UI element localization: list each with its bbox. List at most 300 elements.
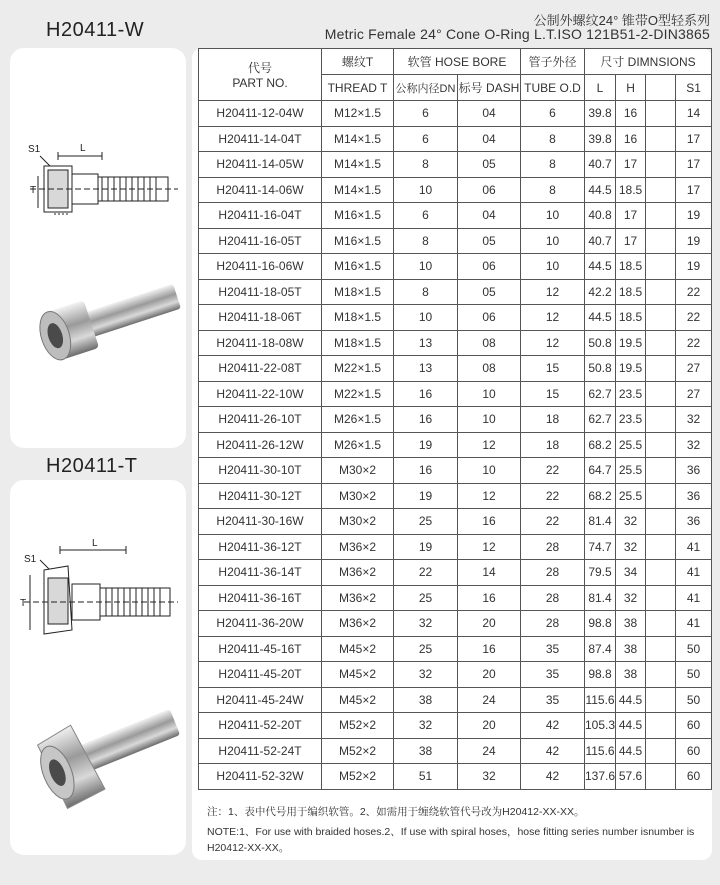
cell-od: 12 — [521, 330, 585, 356]
note-cn: 注：1、表中代号用于编织软管。2、如需用于缠绕软管代号改为H20412-XX-XX。 — [207, 806, 585, 818]
cell-od: 28 — [521, 585, 585, 611]
cell-h: 17 — [616, 228, 646, 254]
cell-thread: M18×1.5 — [322, 279, 394, 305]
cell-od: 8 — [521, 177, 585, 203]
cell-part: H20411-18-06T — [199, 305, 322, 331]
cell-h: 19.5 — [616, 330, 646, 356]
cell-od: 22 — [521, 458, 585, 484]
table-row — [199, 152, 712, 178]
cell-part: H20411-30-16W — [199, 509, 322, 535]
header-hose-bore: 软管 HOSE BORE — [394, 49, 521, 75]
cell-thread: M30×2 — [322, 458, 394, 484]
cell-od: 35 — [521, 636, 585, 662]
header-blank — [646, 75, 676, 101]
cell-s1: 50 — [676, 636, 712, 662]
cell-dash: 12 — [458, 432, 521, 458]
header-tube-cn: 管子外径 — [521, 49, 585, 75]
table-row — [199, 713, 712, 739]
cell-dn: 13 — [394, 330, 458, 356]
cell-od: 10 — [521, 254, 585, 280]
cell-part: H20411-26-12W — [199, 432, 322, 458]
note-en-line1: NOTE:1、For use with braided hoses.2、If use with spiral hoses，hose fitting series number isnumber is — [207, 826, 695, 838]
cell-part: H20411-45-20T — [199, 662, 322, 688]
cell-s1: 41 — [676, 560, 712, 586]
cell-l: 44.5 — [585, 254, 616, 280]
cell-part: H20411-36-20W — [199, 611, 322, 637]
table-row — [199, 203, 712, 229]
cell-dn: 32 — [394, 611, 458, 637]
cell-s1: 22 — [676, 279, 712, 305]
cell-blank — [646, 177, 676, 203]
cell-dn: 19 — [394, 483, 458, 509]
cell-blank — [646, 585, 676, 611]
cell-blank — [646, 432, 676, 458]
cell-thread: M26×1.5 — [322, 432, 394, 458]
cell-dash: 16 — [458, 509, 521, 535]
cell-dash: 10 — [458, 407, 521, 433]
note-en-line2: H20412-XX-XX。 — [207, 842, 290, 854]
cell-part: H20411-16-04T — [199, 203, 322, 229]
table-row — [199, 483, 712, 509]
cell-blank — [646, 152, 676, 178]
cell-dn: 22 — [394, 560, 458, 586]
cell-blank — [646, 764, 676, 790]
cell-l: 74.7 — [585, 534, 616, 560]
cell-blank — [646, 611, 676, 637]
fitting-w-drawing — [10, 48, 186, 448]
header-code-cn: 代号 — [247, 61, 272, 75]
cell-dn: 10 — [394, 254, 458, 280]
cell-dash: 10 — [458, 458, 521, 484]
header-tube-od: TUBE O.D — [521, 75, 585, 101]
cell-dn: 25 — [394, 585, 458, 611]
cell-s1: 32 — [676, 432, 712, 458]
table-row — [199, 177, 712, 203]
cell-blank — [646, 509, 676, 535]
cell-part: H20411-18-08W — [199, 330, 322, 356]
cell-part: H20411-14-04T — [199, 126, 322, 152]
table-row — [199, 126, 712, 152]
cell-thread: M52×2 — [322, 738, 394, 764]
header-part-no — [199, 49, 322, 101]
cell-thread: M36×2 — [322, 560, 394, 586]
table-row — [199, 662, 712, 688]
cell-od: 8 — [521, 126, 585, 152]
cell-dash: 05 — [458, 152, 521, 178]
cell-l: 68.2 — [585, 432, 616, 458]
cell-h: 44.5 — [616, 687, 646, 713]
cell-l: 137.6 — [585, 764, 616, 790]
cell-blank — [646, 738, 676, 764]
cell-s1: 17 — [676, 152, 712, 178]
cell-dn: 16 — [394, 381, 458, 407]
cell-thread: M52×2 — [322, 713, 394, 739]
cell-blank — [646, 534, 676, 560]
cell-s1: 60 — [676, 764, 712, 790]
cell-part: H20411-30-12T — [199, 483, 322, 509]
table-row — [199, 279, 712, 305]
cell-dn: 6 — [394, 126, 458, 152]
label-l: L — [80, 143, 86, 154]
table-row — [199, 432, 712, 458]
cell-h: 17 — [616, 203, 646, 229]
cell-blank — [646, 330, 676, 356]
cell-dn: 8 — [394, 279, 458, 305]
cell-part: H20411-36-16T — [199, 585, 322, 611]
cell-blank — [646, 228, 676, 254]
cell-part: H20411-26-10T — [199, 407, 322, 433]
cell-dn: 19 — [394, 432, 458, 458]
cell-dash: 06 — [458, 177, 521, 203]
cell-dash: 05 — [458, 279, 521, 305]
cell-part: H20411-18-05T — [199, 279, 322, 305]
cell-h: 38 — [616, 662, 646, 688]
table-row — [199, 738, 712, 764]
cell-od: 28 — [521, 560, 585, 586]
cell-od: 10 — [521, 228, 585, 254]
cell-s1: 60 — [676, 738, 712, 764]
cell-dash: 20 — [458, 611, 521, 637]
cell-blank — [646, 279, 676, 305]
cell-thread: M22×1.5 — [322, 356, 394, 382]
cell-blank — [646, 636, 676, 662]
cell-s1: 27 — [676, 356, 712, 382]
cell-h: 32 — [616, 534, 646, 560]
cell-blank — [646, 407, 676, 433]
cell-h: 44.5 — [616, 738, 646, 764]
model-title-w: H20411-W — [46, 19, 145, 41]
cell-h: 17 — [616, 152, 646, 178]
header-dn: 公称内径DN — [394, 75, 458, 101]
cell-part: H20411-36-14T — [199, 560, 322, 586]
cell-blank — [646, 560, 676, 586]
fitting-t-drawing — [10, 480, 186, 855]
cell-h: 18.5 — [616, 254, 646, 280]
cell-l: 62.7 — [585, 407, 616, 433]
table-row — [199, 356, 712, 382]
cell-blank — [646, 483, 676, 509]
product-card-t — [10, 480, 186, 855]
label-s1-t: S1 — [24, 554, 37, 565]
cell-part: H20411-14-06W — [199, 177, 322, 203]
cell-dn: 32 — [394, 662, 458, 688]
cell-l: 40.8 — [585, 203, 616, 229]
cell-s1: 50 — [676, 662, 712, 688]
table-row — [199, 330, 712, 356]
cell-part: H20411-30-10T — [199, 458, 322, 484]
cell-dn: 13 — [394, 356, 458, 382]
cell-dash: 06 — [458, 254, 521, 280]
cell-l: 81.4 — [585, 509, 616, 535]
table-row — [199, 458, 712, 484]
page-title-en: Metric Female 24° Cone O-Ring L.T.ISO 121B51-2-DIN3865 — [324, 26, 710, 42]
cell-dash: 04 — [458, 101, 521, 127]
cell-s1: 17 — [676, 177, 712, 203]
table-row — [199, 101, 712, 127]
cell-od: 42 — [521, 764, 585, 790]
table-row — [199, 534, 712, 560]
cell-blank — [646, 101, 676, 127]
cell-thread: M36×2 — [322, 611, 394, 637]
cell-s1: 27 — [676, 381, 712, 407]
cell-dn: 6 — [394, 101, 458, 127]
cell-l: 50.8 — [585, 356, 616, 382]
cell-s1: 36 — [676, 458, 712, 484]
header-part-no-en: PART NO. — [232, 76, 288, 90]
cell-dn: 38 — [394, 738, 458, 764]
cell-part: H20411-45-24W — [199, 687, 322, 713]
cell-l: 105.3 — [585, 713, 616, 739]
cell-dn: 16 — [394, 458, 458, 484]
cell-dn: 10 — [394, 177, 458, 203]
cell-dash: 08 — [458, 330, 521, 356]
cell-dn: 51 — [394, 764, 458, 790]
cell-dash: 20 — [458, 662, 521, 688]
header-dimensions: 尺寸 DIMNSIONS — [585, 49, 712, 75]
cell-od: 8 — [521, 152, 585, 178]
cell-od: 28 — [521, 534, 585, 560]
cell-dash: 12 — [458, 483, 521, 509]
cell-h: 16 — [616, 126, 646, 152]
cell-h: 18.5 — [616, 177, 646, 203]
table-row — [199, 407, 712, 433]
table-row — [199, 509, 712, 535]
cell-blank — [646, 356, 676, 382]
cell-dash: 08 — [458, 356, 521, 382]
cell-thread: M36×2 — [322, 585, 394, 611]
header-h: H — [616, 75, 646, 101]
table-row — [199, 764, 712, 790]
cell-dn: 25 — [394, 509, 458, 535]
cell-thread: M22×1.5 — [322, 381, 394, 407]
cell-part: H20411-36-12T — [199, 534, 322, 560]
cell-od: 22 — [521, 483, 585, 509]
cell-thread: M16×1.5 — [322, 203, 394, 229]
product-card-w — [10, 48, 186, 448]
cell-l: 50.8 — [585, 330, 616, 356]
cell-s1: 14 — [676, 101, 712, 127]
cell-part: H20411-16-05T — [199, 228, 322, 254]
cell-dash: 04 — [458, 126, 521, 152]
cell-part: H20411-16-06W — [199, 254, 322, 280]
cell-part: H20411-22-10W — [199, 381, 322, 407]
cell-l: 98.8 — [585, 662, 616, 688]
cell-od: 18 — [521, 407, 585, 433]
cell-l: 39.8 — [585, 126, 616, 152]
cell-dn: 10 — [394, 305, 458, 331]
cell-part: H20411-22-08T — [199, 356, 322, 382]
cell-od: 35 — [521, 662, 585, 688]
cell-h: 18.5 — [616, 279, 646, 305]
cell-s1: 41 — [676, 611, 712, 637]
cell-h: 38 — [616, 636, 646, 662]
cell-od: 12 — [521, 305, 585, 331]
cell-dn: 25 — [394, 636, 458, 662]
table-row — [199, 611, 712, 637]
cell-thread: M30×2 — [322, 483, 394, 509]
cell-dash: 12 — [458, 534, 521, 560]
cell-h: 23.5 — [616, 381, 646, 407]
cell-s1: 36 — [676, 509, 712, 535]
cell-l: 79.5 — [585, 560, 616, 586]
cell-l: 98.8 — [585, 611, 616, 637]
cell-s1: 19 — [676, 254, 712, 280]
cell-thread: M18×1.5 — [322, 330, 394, 356]
table-row — [199, 636, 712, 662]
cell-part: H20411-14-05W — [199, 152, 322, 178]
cell-od: 12 — [521, 279, 585, 305]
cell-dash: 20 — [458, 713, 521, 739]
cell-l: 64.7 — [585, 458, 616, 484]
label-l-t: L — [92, 538, 98, 549]
cell-blank — [646, 126, 676, 152]
cell-thread: M52×2 — [322, 764, 394, 790]
cell-s1: 41 — [676, 585, 712, 611]
model-title-t: H20411-T — [46, 455, 138, 477]
cell-part: H20411-52-32W — [199, 764, 322, 790]
cell-blank — [646, 687, 676, 713]
cell-dn: 8 — [394, 152, 458, 178]
cell-dn: 8 — [394, 228, 458, 254]
cell-s1: 22 — [676, 330, 712, 356]
cell-od: 22 — [521, 509, 585, 535]
cell-thread: M26×1.5 — [322, 407, 394, 433]
spec-table — [198, 48, 712, 790]
table-row — [199, 585, 712, 611]
cell-thread: M45×2 — [322, 636, 394, 662]
cell-h: 19.5 — [616, 356, 646, 382]
cell-od: 42 — [521, 713, 585, 739]
cell-dash: 05 — [458, 228, 521, 254]
cell-dn: 38 — [394, 687, 458, 713]
label-t-t: T — [20, 598, 27, 609]
header-dash: 标号 DASH — [458, 75, 521, 101]
cell-part: H20411-45-16T — [199, 636, 322, 662]
cell-thread: M18×1.5 — [322, 305, 394, 331]
cell-h: 44.5 — [616, 713, 646, 739]
cell-thread: M14×1.5 — [322, 177, 394, 203]
cell-s1: 22 — [676, 305, 712, 331]
cell-l: 39.8 — [585, 101, 616, 127]
cell-od: 28 — [521, 611, 585, 637]
cell-h: 25.5 — [616, 432, 646, 458]
cell-blank — [646, 662, 676, 688]
cell-od: 35 — [521, 687, 585, 713]
page-title-cn: 公制外螺纹24° 锥带O型轻系列 — [533, 13, 710, 28]
cell-h: 25.5 — [616, 458, 646, 484]
header-thread-cn: 螺纹T — [322, 49, 394, 75]
cell-l: 42.2 — [585, 279, 616, 305]
cell-od: 18 — [521, 432, 585, 458]
cell-od: 6 — [521, 101, 585, 127]
cell-od: 10 — [521, 203, 585, 229]
cell-thread: M14×1.5 — [322, 152, 394, 178]
cell-s1: 32 — [676, 407, 712, 433]
cell-thread: M45×2 — [322, 687, 394, 713]
cell-thread: M30×2 — [322, 509, 394, 535]
label-s1: S1 — [28, 144, 41, 155]
cell-l: 40.7 — [585, 228, 616, 254]
cell-od: 42 — [521, 738, 585, 764]
table-row — [199, 560, 712, 586]
cell-s1: 17 — [676, 126, 712, 152]
table-row — [199, 228, 712, 254]
cell-dash: 06 — [458, 305, 521, 331]
cell-thread: M45×2 — [322, 662, 394, 688]
header-thread-en: THREAD T — [322, 75, 394, 101]
cell-h: 16 — [616, 101, 646, 127]
cell-thread: M14×1.5 — [322, 126, 394, 152]
cell-blank — [646, 458, 676, 484]
cell-h: 25.5 — [616, 483, 646, 509]
cell-h: 18.5 — [616, 305, 646, 331]
cell-blank — [646, 713, 676, 739]
table-row — [199, 687, 712, 713]
table-row — [199, 381, 712, 407]
cell-blank — [646, 381, 676, 407]
cell-dash: 16 — [458, 636, 521, 662]
cell-l: 44.5 — [585, 305, 616, 331]
cell-thread: M16×1.5 — [322, 254, 394, 280]
cell-h: 38 — [616, 611, 646, 637]
cell-blank — [646, 254, 676, 280]
cell-dash: 14 — [458, 560, 521, 586]
cell-dash: 16 — [458, 585, 521, 611]
cell-l: 44.5 — [585, 177, 616, 203]
cell-blank — [646, 305, 676, 331]
cell-l: 81.4 — [585, 585, 616, 611]
cell-od: 15 — [521, 381, 585, 407]
cell-dash: 32 — [458, 764, 521, 790]
cell-dn: 16 — [394, 407, 458, 433]
cell-l: 115.6 — [585, 738, 616, 764]
cell-part: H20411-52-20T — [199, 713, 322, 739]
cell-h: 23.5 — [616, 407, 646, 433]
header-s1: S1 — [676, 75, 712, 101]
cell-thread: M12×1.5 — [322, 101, 394, 127]
cell-s1: 60 — [676, 713, 712, 739]
cell-s1: 19 — [676, 203, 712, 229]
cell-blank — [646, 203, 676, 229]
cell-h: 34 — [616, 560, 646, 586]
table-row — [199, 305, 712, 331]
cell-s1: 50 — [676, 687, 712, 713]
cell-s1: 19 — [676, 228, 712, 254]
cell-l: 40.7 — [585, 152, 616, 178]
cell-thread: M36×2 — [322, 534, 394, 560]
cell-l: 87.4 — [585, 636, 616, 662]
cell-s1: 41 — [676, 534, 712, 560]
cell-dash: 24 — [458, 687, 521, 713]
header-l: L — [585, 75, 616, 101]
cell-l: 62.7 — [585, 381, 616, 407]
cell-h: 32 — [616, 585, 646, 611]
cell-od: 15 — [521, 356, 585, 382]
cell-part: H20411-12-04W — [199, 101, 322, 127]
cell-dash: 04 — [458, 203, 521, 229]
cell-dash: 10 — [458, 381, 521, 407]
cell-part: H20411-52-24T — [199, 738, 322, 764]
cell-l: 68.2 — [585, 483, 616, 509]
cell-dn: 32 — [394, 713, 458, 739]
cell-s1: 36 — [676, 483, 712, 509]
label-t: T — [30, 185, 37, 196]
cell-h: 32 — [616, 509, 646, 535]
cell-h: 57.6 — [616, 764, 646, 790]
cell-dn: 6 — [394, 203, 458, 229]
cell-dn: 19 — [394, 534, 458, 560]
cell-thread: M16×1.5 — [322, 228, 394, 254]
